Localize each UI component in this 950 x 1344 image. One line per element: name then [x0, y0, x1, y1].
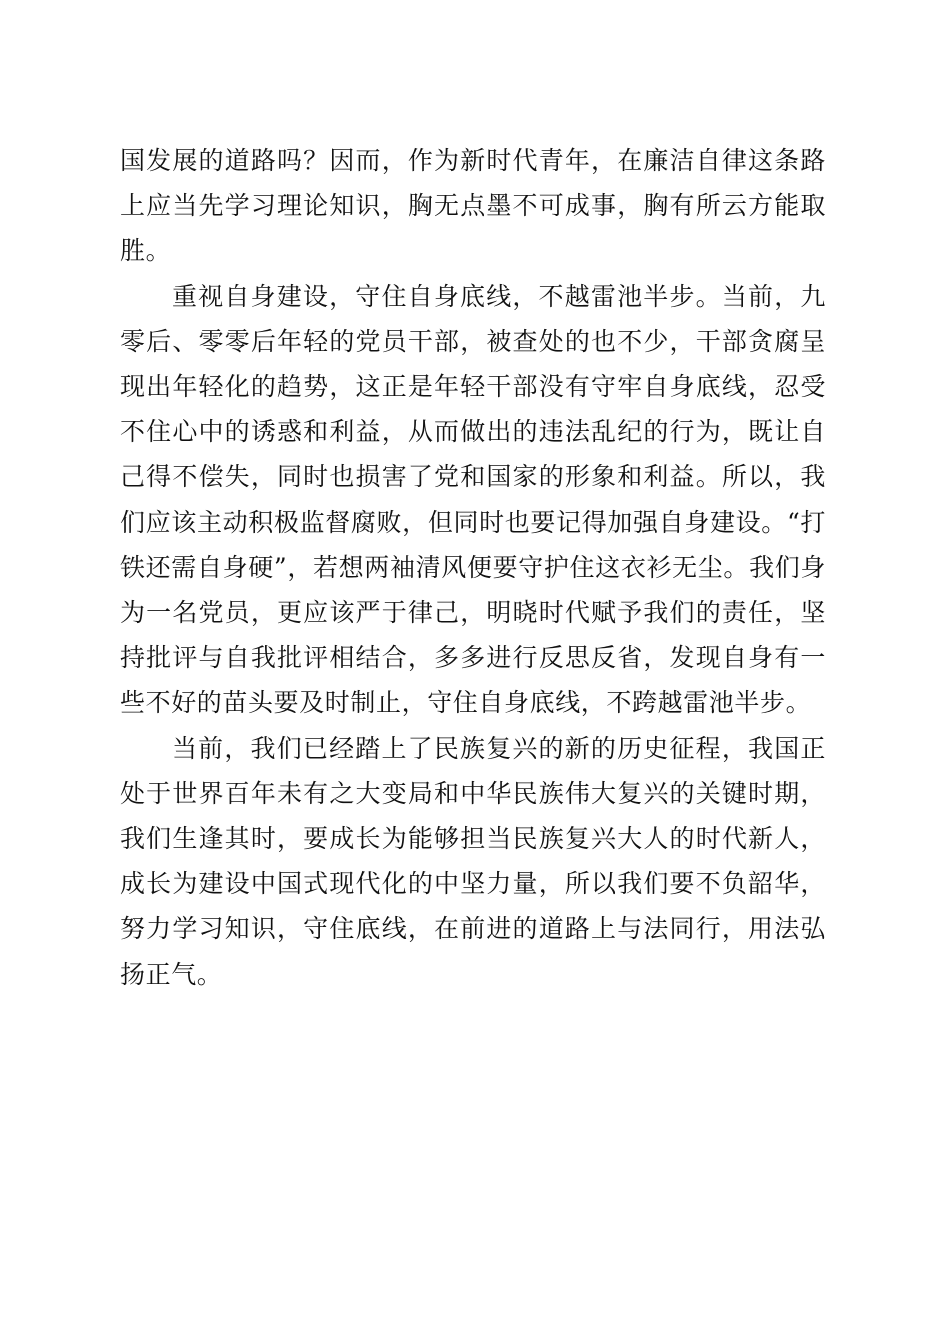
paragraph-conclusion: 当前，我们已经踏上了民族复兴的新的历史征程，我国正处于世界百年未有之大变局和中华民族伟大复兴的关键时期，我们生逢其时，要成长为能够担当民族复兴大人的时代新人，成长为建设中国式现代化的中坚力量，所以我们要不负韶华，努力学习知识，守住底线，在前进的道路上与法同行，用法弘扬正气。 — [120, 733, 826, 989]
paragraph-self-discipline: 重视自身建设，守住自身底线，不越雷池半步。当前，九零后、零零后年轻的党员干部，被查处的也不少，干部贪腐呈现出年轻化的趋势，这正是年轻干部没有守牢自身底线，忍受不住心中的诱惑和利益，从而做出的违法乱纪的行为，既让自己得不偿失，同时也损害了党和国家的形象和利益。所以，我们应该主动积极监督腐败，但同时也要记得加强自身建设。“打铁还需自身硬”，若想两袖清风便要守护住这衣衫无尘。我们身为一名党员，更应该严于律己，明晓时代赋予我们的责任，坚持批评与自我批评相结合，多多进行反思反省，发现自身有一些不好的苗头要及时制止，守住自身底线，不跨越雷池半步。 — [120, 281, 826, 718]
paragraph-continuation: 国发展的道路吗？因而，作为新时代青年，在廉洁自律这条路上应当先学习理论知识，胸无点墨不可成事，胸有所云方能取胜。 — [120, 146, 826, 266]
body-text — [120, 138, 826, 997]
